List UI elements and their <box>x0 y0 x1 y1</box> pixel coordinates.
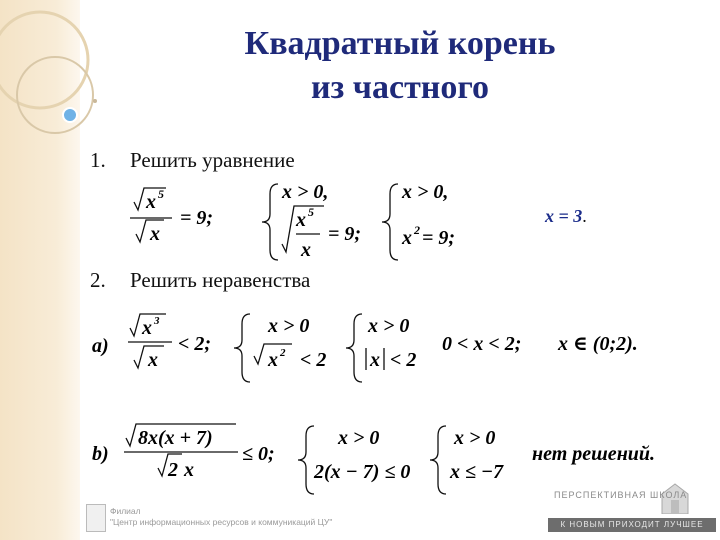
task-2b-sys2-line1: x > 0 <box>454 427 496 449</box>
task-1-answer-dot: . <box>582 206 587 226</box>
svg-text:x: x <box>296 209 306 231</box>
task-2b-answer: нет решений. <box>532 443 656 465</box>
svg-text:5: 5 <box>308 205 314 219</box>
task-2b-ineq: ≤ 0; <box>242 443 275 465</box>
svg-text:x: x <box>146 191 156 213</box>
task-2a-ineq: < 2; <box>178 333 212 355</box>
task-1-answer-text: x = 3 <box>545 206 583 226</box>
svg-text:x: x <box>370 349 380 371</box>
task-2-number: 2. <box>90 268 106 292</box>
footer-left-logo <box>86 502 416 532</box>
slide-title <box>100 22 700 110</box>
svg-text:3: 3 <box>154 315 160 327</box>
svg-text:2: 2 <box>414 223 420 237</box>
task-2a-sys2-line1: x > 0 <box>368 315 410 337</box>
svg-text:x: x <box>268 349 278 371</box>
task-2b-label: b) <box>92 443 109 465</box>
task-2b-sys1-line2: 2(x − 7) ≤ 0 <box>314 461 411 483</box>
task-1-eq: = 9; <box>180 207 214 229</box>
task-2a-sys1-line2: < 2 <box>300 349 327 371</box>
svg-text:2: 2 <box>168 459 178 481</box>
svg-text:x: x <box>301 239 311 261</box>
svg-text:8x(x + 7): 8x(x + 7) <box>138 427 213 449</box>
task-2a-label: a) <box>92 335 109 357</box>
title-line-2: из частного <box>311 69 489 106</box>
svg-text:x: x <box>148 349 158 371</box>
task-2a-sys2-line2: < 2 <box>390 349 417 371</box>
task-1-answer <box>545 206 587 227</box>
task-2a-range: 0 < x < 2; <box>442 333 522 355</box>
footer-left-line1: Филиал <box>110 506 141 516</box>
task-2b-sys2-line2: x ≤ −7 <box>450 461 504 483</box>
task-1-sys2-line1: x > 0, <box>402 181 449 203</box>
branch-logo-icon <box>86 504 106 532</box>
footer-right-title: ПЕРСПЕКТИВНАЯ ШКОЛА <box>554 490 688 500</box>
footer-left-line2: "Центр информационных ресурсов и коммуникаций ЦУ" <box>110 517 333 527</box>
svg-text:2: 2 <box>280 347 286 359</box>
task-1-sys2-line2: = 9; <box>422 227 456 249</box>
task-2b-sys1-line1: x > 0 <box>338 427 380 449</box>
task-1-sys1-line2: = 9; <box>328 223 362 245</box>
task-2a-math <box>90 308 670 388</box>
task-2a-answer: x ∈ (0;2). <box>558 333 638 355</box>
footer-right-slogan: К НОВЫМ ПРИХОДИТ ЛУЧШЕЕ <box>548 518 716 532</box>
svg-text:x: x <box>142 317 152 339</box>
task-1-number: 1. <box>90 148 106 172</box>
svg-text:x: x <box>150 223 160 245</box>
task-1-math <box>120 178 600 268</box>
svg-text:x: x <box>402 227 412 249</box>
task-1-sys1-line1: x > 0, <box>282 181 329 203</box>
svg-text:x: x <box>184 459 194 481</box>
task-2-heading <box>90 268 310 293</box>
task-1-label: Решить уравнение <box>130 148 295 172</box>
task-2-label: Решить неравенства <box>130 268 311 292</box>
task-2a-sys1-line1: x > 0 <box>268 315 310 337</box>
svg-text:5: 5 <box>158 187 164 201</box>
task-1-heading <box>90 148 295 173</box>
title-line-1: Квадратный корень <box>244 25 556 62</box>
footer-right-logo <box>548 478 716 534</box>
